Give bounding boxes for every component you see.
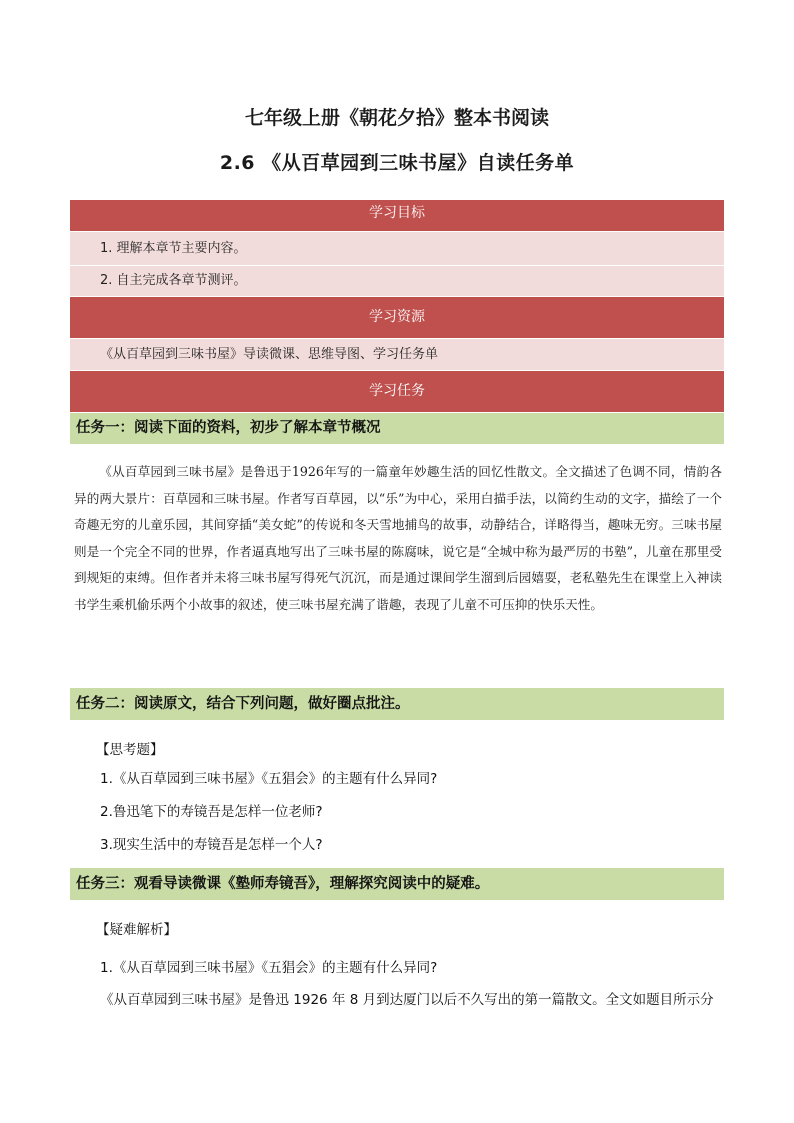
task-one-paragraph: 《从百草园到三味书屋》是鲁迅于1926年写的一篇童年妙趣生活的回忆性散文。全文描述了色调不同，情韵各异的两大景片：百草园和三味书屋。作者写百草园，以“乐”为中心，采用白描手法，以简约生动的文字，描绘了一个奇趣无穷的儿童乐园，其间穿插“美女蛇”的传说和冬天雪地捕鸟的故事，动静结合，详略得当，趣味无穷。三味书屋则是一个完全不同的世界，作者逼真地写出了三味书屋的陈腐味，说它是“全城中称为最严厉的书塾”，儿童在那里受到规矩的束缚。但作者并未将三味书屋写得死气沉沉，而是通过课间学生溜到后园嬉耍，老私塾先生在课堂上入神读书学生乘机偷乐两个小故事的叙述，使三味书屋充满了谐趣，表现了儿童不可压抑的快乐天性。 bbox=[74, 464, 722, 612]
goal-item-1: 1. 理解本章节主要内容。 bbox=[70, 232, 724, 265]
document-title: 七年级上册《朝花夕拾》整本书阅读 bbox=[244, 107, 549, 129]
difficulty-analysis-heading: 【疑难解析】 bbox=[96, 922, 177, 938]
task-two-heading: 任务二：阅读原文，结合下列问题，做好圈点批注。 bbox=[70, 688, 724, 720]
thinking-question-2: 2.鲁迅笔下的寿镜吾是怎样一位老师? bbox=[100, 804, 323, 820]
task-three-heading: 任务三：观看导读微课《塾师寿镜吾》，理解探究阅读中的疑难。 bbox=[70, 868, 724, 900]
thinking-question-1: 1.《从百草园到三味书屋》《五猖会》的主题有什么异同? bbox=[100, 771, 438, 787]
learning-resources-text: 《从百草园到三味书屋》导读微课、思维导图、学习任务单 bbox=[70, 339, 724, 370]
thinking-questions-heading: 【思考题】 bbox=[96, 742, 164, 758]
document-subtitle: 2.6 《从百草园到三味书屋》自读任务单 bbox=[219, 152, 575, 174]
difficulty-answer-text: 《从百草园到三味书屋》是鲁迅 1926 年 8 月到达厦门以后不久写出的第一篇散文。全文如题目所示分 bbox=[100, 992, 714, 1008]
goal-item-2: 2. 自主完成各章节测评。 bbox=[70, 266, 724, 296]
learning-goals-heading: 学习目标 bbox=[70, 200, 724, 231]
difficulty-question-1: 1.《从百草园到三味书屋》《五猖会》的主题有什么异同? bbox=[100, 960, 438, 976]
learning-tasks-heading: 学习任务 bbox=[70, 371, 724, 412]
task-one-heading: 任务一：阅读下面的资料，初步了解本章节概况 bbox=[70, 413, 724, 444]
thinking-question-3: 3.现实生活中的寿镜吾是怎样一个人? bbox=[100, 837, 323, 853]
learning-resources-heading: 学习资源 bbox=[70, 297, 724, 338]
